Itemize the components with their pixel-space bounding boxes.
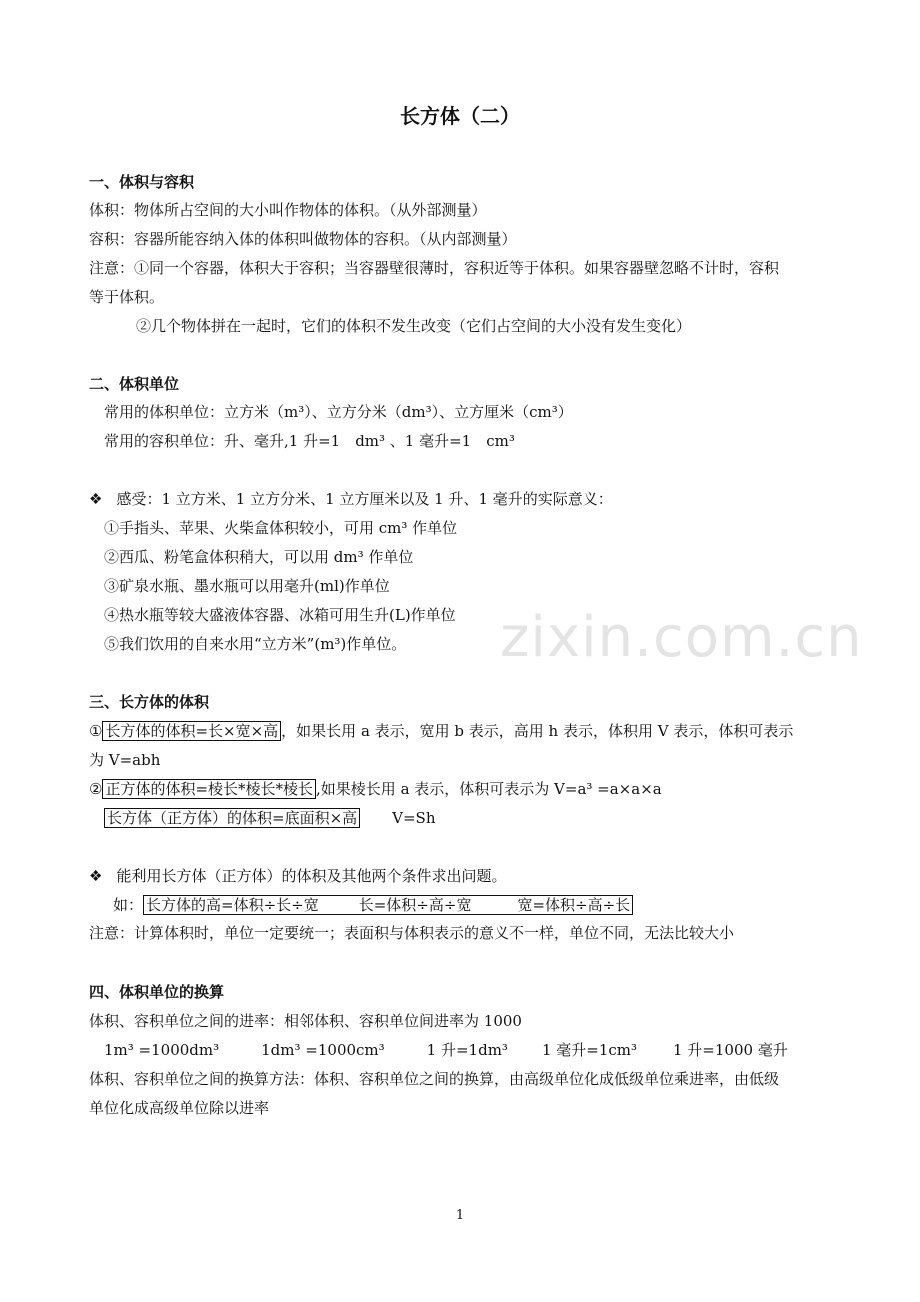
note-2: ②几个物体拼在一起时，它们的体积不发生改变（它们占空间的大小没有发生变化） — [136, 317, 692, 335]
page-title: 长方体（二） — [400, 104, 520, 128]
list-item: ①手指头、苹果、火柴盒体积较小，可用 cm³ 作单位 — [104, 519, 458, 537]
vsh-formula: V=Sh — [392, 809, 436, 827]
note-units: 注意：计算体积时，单位一定要统一；表面积与体积表示的意义不一样，单位不同，无法比较大小 — [89, 924, 735, 942]
diamond-bullet-icon: ❖ — [89, 867, 103, 885]
example-label: 如： — [113, 896, 144, 914]
section-1-heading: 一、体积与容积 — [89, 173, 195, 191]
cube-formula-line — [89, 779, 662, 799]
conversion-item: 1dm³ =1000cm³ — [261, 1041, 385, 1059]
section-4-heading: 四、体积单位的换算 — [89, 983, 225, 1001]
example-formulas-box — [143, 895, 633, 915]
page-number: 1 — [455, 1208, 465, 1223]
cube-formula-explain: ,如果棱长用 a 表示，体积可表示为 V=a³ =a×a×a — [316, 780, 662, 798]
conversion-method-line-2: 单位化成高级单位除以进率 — [89, 1099, 270, 1117]
width-formula: 宽=体积÷高÷长 — [517, 896, 631, 914]
volume-definition: 体积：物体所占空间的大小叫作物体的体积。（从外部测量） — [89, 201, 487, 219]
height-formula: 长方体的高=体积÷长÷宽 — [146, 896, 319, 914]
list-item: ⑤我们饮用的自来水用“立方米”(m³)作单位。 — [104, 635, 407, 653]
circled-number: ① — [89, 722, 103, 740]
volume-units: 常用的体积单位：立方米（m³）、立方分米（dm³）、立方厘米（cm³） — [104, 403, 573, 421]
conversion-item: 1 毫升=1cm³ — [541, 1041, 637, 1059]
watermark: zixin.com.cn — [500, 605, 863, 670]
list-item: ④热水瓶等较大盛液体容器、冰箱可用生升(L)作单位 — [104, 606, 456, 624]
conversion-method-line-1: 体积、容积单位之间的换算方法：体积、容积单位之间的换算，由高级单位化成低级单位乘进率，由低级 — [89, 1070, 780, 1088]
base-area-formula-box: 长方体（正方体）的体积=底面积×高 — [104, 808, 360, 828]
capacity-definition: 容积：容器所能容纳入体的体积叫做物体的容积。（从内部测量） — [89, 230, 517, 248]
note-1-line-2: 等于体积。 — [89, 288, 165, 306]
conversion-rate: 体积、容积单位之间的进率：相邻体积、容积单位间进率为 1000 — [89, 1012, 522, 1030]
cuboid-formula-line — [89, 721, 793, 741]
section-2-heading: 二、体积单位 — [89, 375, 180, 393]
section-3-heading: 三、长方体的体积 — [89, 693, 210, 711]
cube-formula-box: 正方体的体积=棱长*棱长*棱长 — [102, 779, 316, 799]
cuboid-formula-cont: 为 V=abh — [89, 751, 161, 769]
cuboid-formula-explain: ，如果长用 a 表示，宽用 b 表示，高用 h 表示，体积用 V 表示，体积可表示 — [281, 722, 794, 740]
cuboid-formula-box: 长方体的体积=长×宽×高 — [102, 721, 281, 741]
can-text: 能利用长方体（正方体）的体积及其他两个条件求出问题。 — [116, 867, 507, 885]
conversion-item: 1m³ =1000dm³ — [104, 1041, 220, 1059]
note-1-line-1: 注意：①同一个容器，体积大于容积；当容器壁很薄时，容积近等于体积。如果容器壁忽略不计时，容积 — [89, 259, 780, 277]
example-line — [113, 895, 633, 915]
list-item: ②西瓜、粉笔盒体积稍大，可以用 dm³ 作单位 — [104, 548, 414, 566]
conversion-list — [104, 1040, 788, 1060]
diamond-bullet-icon: ❖ — [89, 490, 103, 508]
base-area-formula-line — [104, 808, 435, 828]
can-line — [89, 866, 506, 886]
conversion-item: 1 升=1000 毫升 — [673, 1041, 788, 1059]
capacity-units: 常用的容积单位：升、毫升,1 升=1 dm³ 、1 毫升=1 cm³ — [104, 432, 515, 450]
feel-line — [89, 489, 613, 509]
feel-text: 感受：1 立方米、1 立方分米、1 立方厘米以及 1 升、1 毫升的实际意义： — [116, 490, 613, 508]
list-item: ③矿泉水瓶、墨水瓶可以用毫升(ml)作单位 — [104, 577, 390, 595]
circled-number: ② — [89, 780, 103, 798]
length-formula: 长=体积÷高÷宽 — [358, 896, 472, 914]
conversion-item: 1 升=1dm³ — [426, 1041, 508, 1059]
